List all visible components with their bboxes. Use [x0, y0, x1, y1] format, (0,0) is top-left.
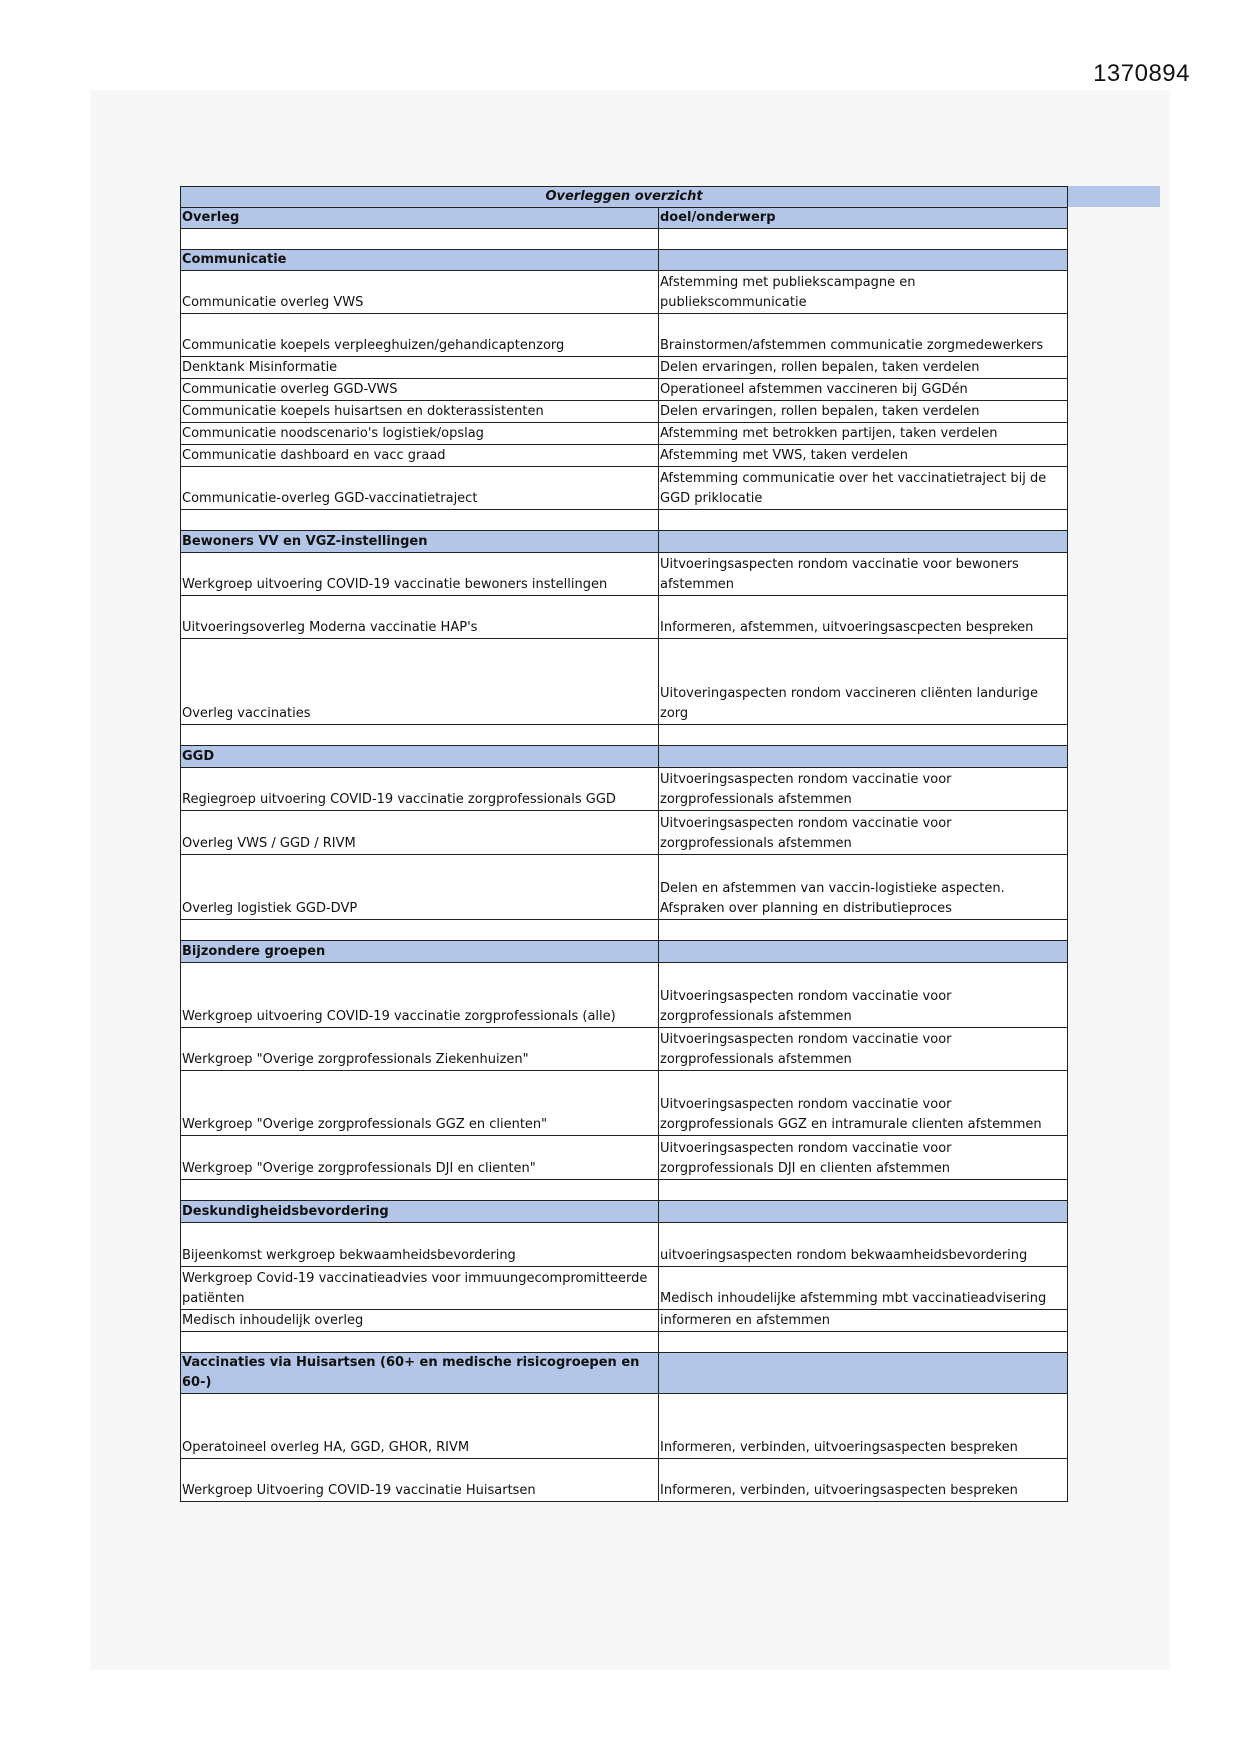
document-id: 1370894: [1093, 60, 1190, 87]
overleg-cell: Communicatie overleg GGD-VWS: [181, 379, 659, 401]
table-row: [181, 1028, 1068, 1071]
table-row: [181, 963, 1068, 1028]
table-row: [181, 768, 1068, 811]
table-title-row: [181, 187, 1068, 208]
overleg-cell: Werkgroep Covid-19 vaccinatieadvies voor immuungecompromitteerde patiënten: [181, 1267, 659, 1310]
column-header-overleg: Overleg: [181, 208, 659, 229]
overleg-cell: Werkgroep "Overige zorgprofessionals GGZ en clienten": [181, 1071, 659, 1136]
doel-cell: Uitvoeringsaspecten rondom vaccinatie voor zorgprofessionals afstemmen: [659, 811, 1068, 855]
table-row: [181, 445, 1068, 467]
empty-cell: [659, 1353, 1068, 1394]
header-side-band: [1065, 186, 1160, 207]
doel-cell: Afstemming met publiekscampagne en publiekscommunicatie: [659, 271, 1068, 314]
doel-cell: Medisch inhoudelijke afstemming mbt vaccinatieadvisering: [659, 1267, 1068, 1310]
section-label: GGD: [181, 746, 659, 768]
overleg-cell: Denktank Misinformatie: [181, 357, 659, 379]
doel-cell: Uitvoeringsaspecten rondom vaccinatie voor zorgprofessionals afstemmen: [659, 1028, 1068, 1071]
section-label: Deskundigheidsbevordering: [181, 1201, 659, 1223]
doel-cell: uitvoeringsaspecten rondom bekwaamheidsbevordering: [659, 1223, 1068, 1267]
doel-cell: Afstemming communicatie over het vaccinatietraject bij de GGD priklocatie: [659, 467, 1068, 510]
column-header-doel: doel/onderwerp: [659, 208, 1068, 229]
doel-cell: Delen ervaringen, rollen bepalen, taken verdelen: [659, 401, 1068, 423]
overleg-cell: Werkgroep uitvoering COVID-19 vaccinatie zorgprofessionals (alle): [181, 963, 659, 1028]
doel-cell: Afstemming met betrokken partijen, taken verdelen: [659, 423, 1068, 445]
table-header-row: [181, 208, 1068, 229]
empty-cell: [181, 1180, 659, 1201]
overleg-cell: Overleg logistiek GGD-DVP: [181, 855, 659, 920]
doel-cell: Operationeel afstemmen vaccineren bij GGDén: [659, 379, 1068, 401]
empty-cell: [659, 250, 1068, 271]
overleg-cell: Medisch inhoudelijk overleg: [181, 1310, 659, 1332]
empty-cell: [659, 725, 1068, 746]
overleg-cell: Communicatie dashboard en vacc graad: [181, 445, 659, 467]
table-row: [181, 379, 1068, 401]
table-row: [181, 596, 1068, 639]
table-row: [181, 1223, 1068, 1267]
doel-cell: Delen ervaringen, rollen bepalen, taken verdelen: [659, 357, 1068, 379]
table-row: [181, 855, 1068, 920]
table-row: [181, 271, 1068, 314]
table-row: [181, 1071, 1068, 1136]
table-title: Overleggen overzicht: [181, 187, 1068, 208]
table-row: [181, 639, 1068, 725]
table-row: [181, 553, 1068, 596]
empty-cell: [659, 1332, 1068, 1353]
doel-cell: Uitvoeringsaspecten rondom vaccinatie voor bewoners afstemmen: [659, 553, 1068, 596]
section-label: Vaccinaties via Huisartsen (60+ en medische risicogroepen en 60-): [181, 1353, 659, 1394]
overleg-cell: Communicatie noodscenario's logistiek/opslag: [181, 423, 659, 445]
empty-cell: [181, 229, 659, 250]
table-row: [181, 1459, 1068, 1502]
overleg-cell: Werkgroep uitvoering COVID-19 vaccinatie bewoners instellingen: [181, 553, 659, 596]
overleg-cell: Communicatie-overleg GGD-vaccinatietraject: [181, 467, 659, 510]
empty-cell: [659, 746, 1068, 768]
table-row: [181, 811, 1068, 855]
doel-cell: Brainstormen/afstemmen communicatie zorgmedewerkers: [659, 314, 1068, 357]
doel-cell: Delen en afstemmen van vaccin-logistieke aspecten. Afspraken over planning en distributieproces: [659, 855, 1068, 920]
section-row: [181, 746, 1068, 768]
empty-cell: [659, 920, 1068, 941]
blank-row: [181, 920, 1068, 941]
table-row: [181, 1394, 1068, 1459]
empty-cell: [659, 531, 1068, 553]
doel-cell: Informeren, verbinden, uitvoeringsaspecten bespreken: [659, 1394, 1068, 1459]
table-row: [181, 357, 1068, 379]
overleg-cell: Communicatie overleg VWS: [181, 271, 659, 314]
section-label: Bewoners VV en VGZ-instellingen: [181, 531, 659, 553]
empty-cell: [659, 1201, 1068, 1223]
empty-cell: [181, 725, 659, 746]
table-row: [181, 1136, 1068, 1180]
overleg-cell: Werkgroep "Overige zorgprofessionals DJI en clienten": [181, 1136, 659, 1180]
empty-cell: [659, 941, 1068, 963]
doel-cell: Uitvoeringsaspecten rondom vaccinatie voor zorgprofessionals GGZ en intramurale clienten afstemmen: [659, 1071, 1068, 1136]
empty-cell: [659, 229, 1068, 250]
doel-cell: Uitoveringaspecten rondom vaccineren cliënten landurige zorg: [659, 639, 1068, 725]
blank-row: [181, 725, 1068, 746]
doel-cell: Afstemming met VWS, taken verdelen: [659, 445, 1068, 467]
section-row: [181, 1353, 1068, 1394]
overleg-cell: Regiegroep uitvoering COVID-19 vaccinatie zorgprofessionals GGD: [181, 768, 659, 811]
table-row: [181, 401, 1068, 423]
overleggen-table: [180, 186, 1068, 1502]
section-label: Communicatie: [181, 250, 659, 271]
table-row: [181, 1267, 1068, 1310]
doel-cell: informeren en afstemmen: [659, 1310, 1068, 1332]
table-row: [181, 314, 1068, 357]
empty-cell: [181, 920, 659, 941]
table-row: [181, 467, 1068, 510]
blank-row: [181, 510, 1068, 531]
doel-cell: Informeren, afstemmen, uitvoeringsascpecten bespreken: [659, 596, 1068, 639]
table-row: [181, 423, 1068, 445]
doel-cell: Uitvoeringsaspecten rondom vaccinatie voor zorgprofessionals afstemmen: [659, 963, 1068, 1028]
blank-row: [181, 1180, 1068, 1201]
overleg-cell: Werkgroep Uitvoering COVID-19 vaccinatie Huisartsen: [181, 1459, 659, 1502]
section-row: [181, 531, 1068, 553]
table-row: [181, 1310, 1068, 1332]
blank-row: [181, 1332, 1068, 1353]
blank-row: [181, 229, 1068, 250]
overleg-cell: Overleg vaccinaties: [181, 639, 659, 725]
overleg-cell: Communicatie koepels huisartsen en dokterassistenten: [181, 401, 659, 423]
section-row: [181, 250, 1068, 271]
empty-cell: [659, 510, 1068, 531]
empty-cell: [659, 1180, 1068, 1201]
doel-cell: Informeren, verbinden, uitvoeringsaspecten bespreken: [659, 1459, 1068, 1502]
doel-cell: Uitvoeringsaspecten rondom vaccinatie voor zorgprofessionals afstemmen: [659, 768, 1068, 811]
overleg-cell: Operatoineel overleg HA, GGD, GHOR, RIVM: [181, 1394, 659, 1459]
overleg-cell: Werkgroep "Overige zorgprofessionals Ziekenhuizen": [181, 1028, 659, 1071]
overleg-cell: Overleg VWS / GGD / RIVM: [181, 811, 659, 855]
overleg-cell: Bijeenkomst werkgroep bekwaamheidsbevordering: [181, 1223, 659, 1267]
doel-cell: Uitvoeringsaspecten rondom vaccinatie voor zorgprofessionals DJI en clienten afstemmen: [659, 1136, 1068, 1180]
overleg-cell: Communicatie koepels verpleeghuizen/gehandicaptenzorg: [181, 314, 659, 357]
empty-cell: [181, 510, 659, 531]
section-row: [181, 1201, 1068, 1223]
section-label: Bijzondere groepen: [181, 941, 659, 963]
overleg-cell: Uitvoeringsoverleg Moderna vaccinatie HAP's: [181, 596, 659, 639]
section-row: [181, 941, 1068, 963]
empty-cell: [181, 1332, 659, 1353]
